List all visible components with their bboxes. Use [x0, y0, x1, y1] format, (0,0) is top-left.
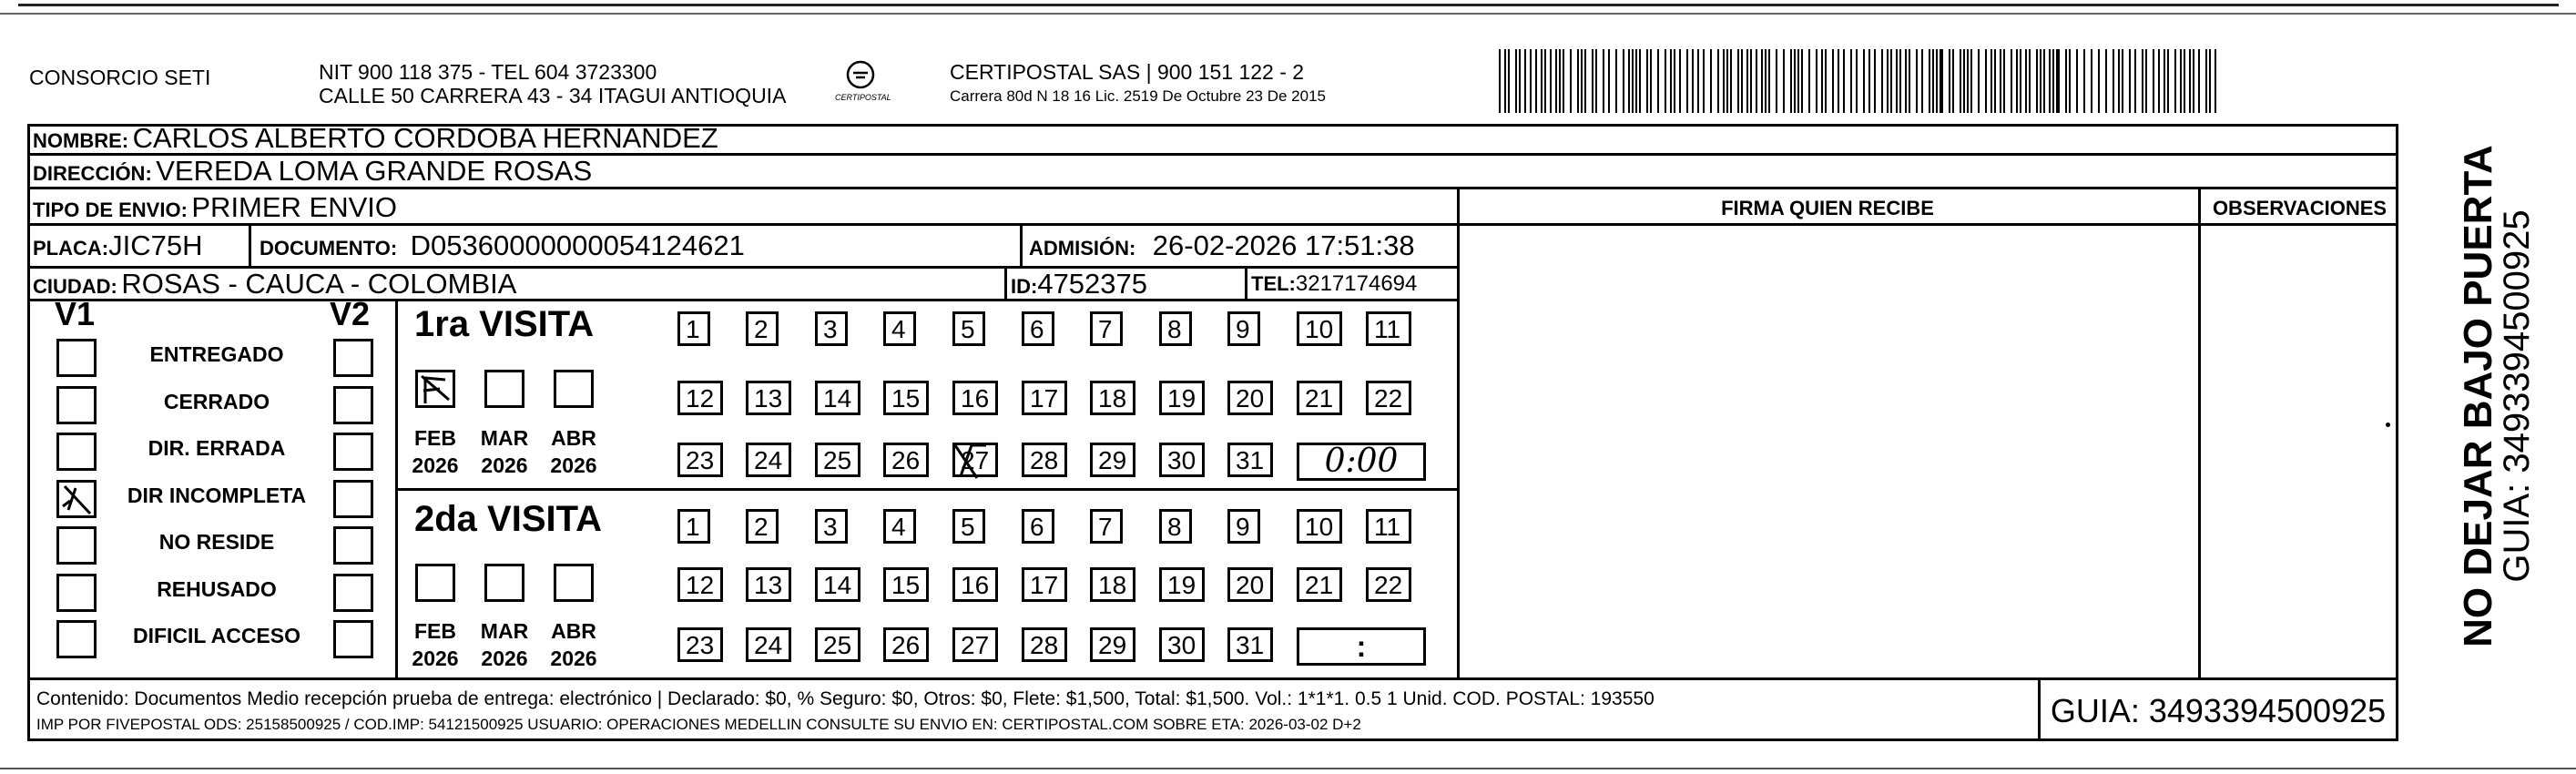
v2-checkbox[interactable] [333, 574, 373, 612]
day-box[interactable] [677, 381, 723, 415]
scan-dot [2386, 423, 2390, 427]
day-number: 14 [823, 571, 852, 599]
v2-checkbox[interactable] [333, 386, 373, 424]
month-name: ABR [551, 619, 596, 643]
id-cell [1011, 268, 1147, 300]
documento-cell [260, 229, 745, 262]
month-checkbox[interactable] [554, 370, 594, 408]
placa-cell [33, 229, 202, 262]
rule-status-visits [395, 299, 398, 677]
month-checkbox[interactable] [484, 564, 524, 602]
day-number: 2 [754, 513, 769, 541]
day-number: 22 [1374, 571, 1403, 599]
day-box[interactable] [1366, 567, 1411, 602]
day-number: 3 [823, 315, 838, 343]
time-placeholder: : [1356, 630, 1367, 663]
status-label: DIR. ERRADA [148, 436, 286, 460]
status-label: ENTREGADO [149, 342, 284, 366]
rule-footer-guia [2038, 677, 2041, 741]
day-number: 28 [1030, 446, 1059, 474]
day-number: 24 [754, 631, 783, 659]
day-box[interactable] [746, 567, 791, 602]
day-box[interactable] [815, 567, 860, 602]
tipo-label: TIPO DE ENVIO: [33, 199, 188, 221]
day-number: 3 [823, 513, 838, 541]
tipo-value: PRIMER ENVIO [191, 191, 398, 223]
day-box[interactable] [952, 381, 998, 415]
month-name: FEB [414, 619, 456, 643]
day-box[interactable] [1227, 627, 1273, 662]
day-box[interactable] [677, 627, 723, 662]
day-box[interactable] [1297, 381, 1342, 415]
footer-contenido: Contenido: Documentos Medio recepción prueba de entrega: electrónico | Declarado: $0, % Seguro: $0, Otros: $0, Flete: $1,500, Total: $1,500. Vol.: 1*1*1. 0.5 1 Unid. COD. POSTAL: 193550 [36, 688, 1655, 709]
second-visit-time-box[interactable] [1297, 627, 1426, 666]
documento-label: DOCUMENTO: [260, 237, 398, 260]
day-box[interactable] [952, 443, 998, 477]
nombre-value: CARLOS ALBERTO CORDOBA HERNANDEZ [132, 122, 718, 154]
day-box[interactable] [1159, 567, 1205, 602]
day-number: 14 [823, 384, 852, 412]
tipo-row [33, 191, 397, 224]
v2-checkbox[interactable] [333, 480, 373, 518]
id-value: 4752375 [1037, 268, 1148, 300]
day-box[interactable] [883, 509, 916, 544]
v1-checkbox[interactable] [56, 574, 97, 612]
day-box[interactable] [1366, 311, 1411, 346]
day-box[interactable] [952, 509, 985, 544]
day-number: 19 [1167, 384, 1196, 412]
day-number: 17 [1030, 384, 1059, 412]
rule-placa-doc [249, 223, 251, 266]
day-number: 13 [754, 384, 783, 412]
month-name: FEB [414, 426, 456, 450]
month-label [402, 617, 468, 672]
day-number: 26 [891, 631, 921, 659]
day-number: 26 [891, 446, 921, 474]
day-number: 29 [1098, 446, 1127, 474]
v1-label: V1 [55, 295, 96, 332]
day-number: 5 [961, 513, 975, 541]
v1-checkbox[interactable] [56, 620, 97, 658]
day-box[interactable] [952, 627, 998, 662]
id-label: ID: [1011, 275, 1038, 298]
ciudad-value: ROSAS - CAUCA - COLOMBIA [121, 268, 517, 300]
day-box[interactable] [1159, 443, 1205, 477]
day-number: 18 [1098, 384, 1127, 412]
day-box[interactable] [1090, 443, 1135, 477]
side-guia-text: GUIA: 3493394500925 [2497, 209, 2537, 583]
day-box[interactable] [1159, 627, 1205, 662]
day-box[interactable] [1090, 311, 1123, 346]
day-number: 16 [961, 384, 990, 412]
rule-footer [27, 677, 2398, 680]
admision-label: ADMISIÓN: [1029, 237, 1136, 260]
day-number: 6 [1030, 315, 1044, 343]
month-checkbox[interactable] [415, 564, 455, 602]
day-number: 6 [1030, 513, 1044, 541]
day-box[interactable] [677, 567, 723, 602]
status-label: NO RESIDE [158, 530, 275, 554]
day-box[interactable] [677, 443, 723, 477]
day-number: 31 [1236, 631, 1265, 659]
side-text [2415, 82, 2537, 710]
day-box[interactable] [1227, 567, 1273, 602]
day-number: 19 [1167, 571, 1196, 599]
day-box[interactable] [1159, 509, 1192, 544]
firma-header: FIRMA QUIEN RECIBE [1721, 197, 1934, 219]
month-name: ABR [551, 426, 596, 450]
day-number: 11 [1374, 315, 1401, 343]
tel-cell [1251, 271, 1417, 297]
day-box[interactable] [952, 567, 998, 602]
day-number: 21 [1305, 571, 1334, 599]
day-box[interactable] [815, 381, 860, 415]
admision-cell [1029, 229, 1415, 262]
day-box[interactable] [1227, 381, 1273, 415]
tel-value: 3217174694 [1295, 271, 1418, 296]
month-checkbox[interactable] [415, 370, 455, 408]
day-number: 8 [1167, 513, 1182, 541]
month-label [541, 617, 606, 672]
observaciones-header: OBSERVACIONES [2212, 197, 2388, 219]
month-year: 2026 [481, 647, 528, 670]
day-number: 4 [891, 315, 906, 343]
day-number: 11 [1374, 513, 1401, 541]
day-number: 30 [1167, 631, 1196, 659]
month-name: MAR [480, 619, 529, 643]
day-number: 28 [1030, 631, 1059, 659]
day-number: 1 [686, 513, 700, 541]
rule-visit-split [395, 488, 1460, 491]
day-box[interactable] [1090, 627, 1135, 662]
month-label [541, 424, 606, 479]
day-number: 23 [686, 446, 715, 474]
day-box[interactable] [1297, 311, 1342, 346]
day-number: 12 [686, 384, 715, 412]
certipostal-line: CERTIPOSTAL SAS | 900 151 122 - 2 [950, 60, 1305, 84]
day-number: 22 [1374, 384, 1403, 412]
day-box[interactable] [815, 509, 848, 544]
day-number: 15 [891, 384, 921, 412]
day-box[interactable] [746, 443, 791, 477]
month-name: MAR [480, 426, 529, 450]
day-box[interactable] [1022, 509, 1054, 544]
day-number: 9 [1236, 513, 1250, 541]
nombre-label: NOMBRE: [33, 129, 129, 152]
rule-obs-left [2198, 187, 2201, 678]
documento-value: D05360000000054124621 [410, 229, 745, 261]
handwritten-time: 0:00 [1324, 443, 1399, 480]
status-label: CERRADO [163, 389, 270, 413]
day-box[interactable] [746, 381, 791, 415]
day-box[interactable] [677, 311, 710, 346]
day-box[interactable] [1366, 381, 1411, 415]
v1-checkbox[interactable] [56, 480, 97, 518]
day-number: 4 [891, 513, 906, 541]
v1-checkbox[interactable] [56, 526, 97, 565]
v2-checkbox[interactable] [333, 339, 373, 377]
footer-guia: GUIA: 3493394500925 [2050, 692, 2387, 729]
day-box[interactable] [677, 509, 710, 544]
nit-line: NIT 900 118 375 - TEL 604 3723300 [319, 60, 657, 84]
v2-label: V2 [330, 295, 371, 332]
day-box[interactable] [1227, 443, 1273, 477]
day-number: 16 [961, 571, 990, 599]
month-checkbox[interactable] [554, 564, 594, 602]
nombre-row [33, 122, 718, 155]
status-label: REHUSADO [157, 576, 277, 601]
no-dejar-text: NO DEJAR BAJO PUERTA [2456, 145, 2500, 647]
day-number: 25 [823, 446, 852, 474]
day-number: 20 [1236, 384, 1265, 412]
certipostal-logo [833, 56, 891, 107]
top-border [18, 4, 2559, 6]
license-line: Carrera 80d N 18 16 Lic. 2519 De Octubre 23 De 2015 [950, 87, 1326, 105]
day-number: 15 [891, 571, 921, 599]
rule-id-tel [1245, 266, 1247, 299]
month-year: 2026 [550, 647, 597, 670]
day-number: 27 [961, 446, 990, 474]
day-number: 29 [1098, 631, 1127, 659]
placa-value: JIC75H [108, 229, 203, 261]
status-label: DIFICIL ACCESO [132, 624, 300, 647]
second-visit-label: 2da VISITA [414, 499, 602, 539]
day-number: 27 [961, 631, 990, 659]
day-number: 17 [1030, 571, 1059, 599]
day-box[interactable] [746, 627, 791, 662]
month-label [472, 617, 537, 672]
v1-checkbox[interactable] [56, 386, 97, 424]
v2-checkbox[interactable] [333, 620, 373, 658]
day-box[interactable] [1159, 311, 1192, 346]
v1-checkbox[interactable] [56, 339, 97, 377]
logo-text: CERTIPOSTAL [835, 93, 891, 102]
day-number: 18 [1098, 571, 1127, 599]
day-number: 25 [823, 631, 852, 659]
day-box[interactable] [883, 443, 929, 477]
direccion-label: DIRECCIÓN: [33, 162, 152, 185]
admision-value: 26-02-2026 17:51:38 [1152, 229, 1415, 261]
ciudad-label: CIUDAD: [33, 275, 117, 298]
day-number: 8 [1167, 315, 1182, 343]
day-number: 7 [1098, 315, 1113, 343]
bottom-border [0, 768, 2576, 769]
day-box[interactable] [1297, 567, 1342, 602]
day-number: 7 [1098, 513, 1113, 541]
day-number: 10 [1305, 315, 1334, 343]
day-box[interactable] [815, 311, 848, 346]
day-box[interactable] [883, 311, 916, 346]
status-label: DIR INCOMPLETA [127, 483, 307, 507]
address-line: CALLE 50 CARRERA 43 - 34 ITAGUI ANTIOQUIA [319, 84, 787, 107]
month-year: 2026 [550, 453, 597, 477]
month-checkbox[interactable] [484, 370, 524, 408]
month-year: 2026 [412, 647, 459, 670]
day-box[interactable] [883, 567, 929, 602]
day-number: 12 [686, 571, 715, 599]
day-number: 23 [686, 631, 715, 659]
v2-checkbox[interactable] [333, 526, 373, 565]
direccion-row [33, 155, 592, 188]
placa-label: PLACA: [33, 237, 109, 260]
day-box[interactable] [815, 627, 860, 662]
month-year: 2026 [481, 453, 528, 477]
day-box[interactable] [1022, 627, 1067, 662]
day-box[interactable] [1227, 509, 1260, 544]
top-border-2 [0, 13, 2576, 15]
day-number: 9 [1236, 315, 1250, 343]
day-number: 24 [754, 446, 783, 474]
day-number: 30 [1167, 446, 1196, 474]
month-label [472, 424, 537, 479]
day-box[interactable] [1090, 509, 1123, 544]
day-box[interactable] [1090, 567, 1135, 602]
day-box[interactable] [1297, 509, 1342, 544]
day-number: 5 [961, 315, 975, 343]
day-number: 1 [686, 315, 700, 343]
rule-ciudad-id [1004, 266, 1007, 299]
day-number: 21 [1305, 384, 1334, 412]
rule-firma-header [1457, 223, 2398, 226]
day-box[interactable] [746, 311, 779, 346]
day-box[interactable] [883, 381, 929, 415]
day-box[interactable] [746, 509, 779, 544]
day-box[interactable] [815, 443, 860, 477]
day-box[interactable] [1022, 381, 1067, 415]
month-year: 2026 [412, 453, 459, 477]
rule-firma-left [1457, 187, 1460, 678]
tel-label: TEL: [1251, 272, 1296, 295]
day-number: 2 [754, 315, 769, 343]
barcode [1499, 49, 2224, 113]
day-number: 20 [1236, 571, 1265, 599]
rule-doc-adm [1020, 223, 1023, 266]
first-visit-label: 1ra VISITA [414, 304, 595, 344]
direccion-value: VEREDA LOMA GRANDE ROSAS [156, 155, 593, 187]
v1-checkbox[interactable] [56, 433, 97, 471]
day-number: 10 [1305, 513, 1334, 541]
v2-checkbox[interactable] [333, 433, 373, 471]
footer-imp-line: IMP POR FIVEPOSTAL ODS: 25158500925 / COD.IMP: 54121500925 USUARIO: OPERACIONES MEDELLIN CONSULTE SU ENVIO EN: CERTIPOSTAL.COM SOBRE ETA: 2026-03-02 D+2 [36, 716, 1361, 733]
first-visit-time-box[interactable] [1297, 443, 1426, 481]
month-label [402, 424, 468, 479]
day-box[interactable] [1159, 381, 1205, 415]
day-box[interactable] [1022, 567, 1067, 602]
day-box[interactable] [883, 627, 929, 662]
company-name: CONSORCIO SETI [29, 66, 211, 89]
day-box[interactable] [1366, 509, 1411, 544]
day-box[interactable] [1022, 311, 1054, 346]
day-box[interactable] [1022, 443, 1067, 477]
day-number: 13 [754, 571, 783, 599]
day-number: 31 [1236, 446, 1265, 474]
ciudad-cell [33, 268, 516, 300]
day-box[interactable] [1227, 311, 1260, 346]
day-box[interactable] [1090, 381, 1135, 415]
day-box[interactable] [952, 311, 985, 346]
